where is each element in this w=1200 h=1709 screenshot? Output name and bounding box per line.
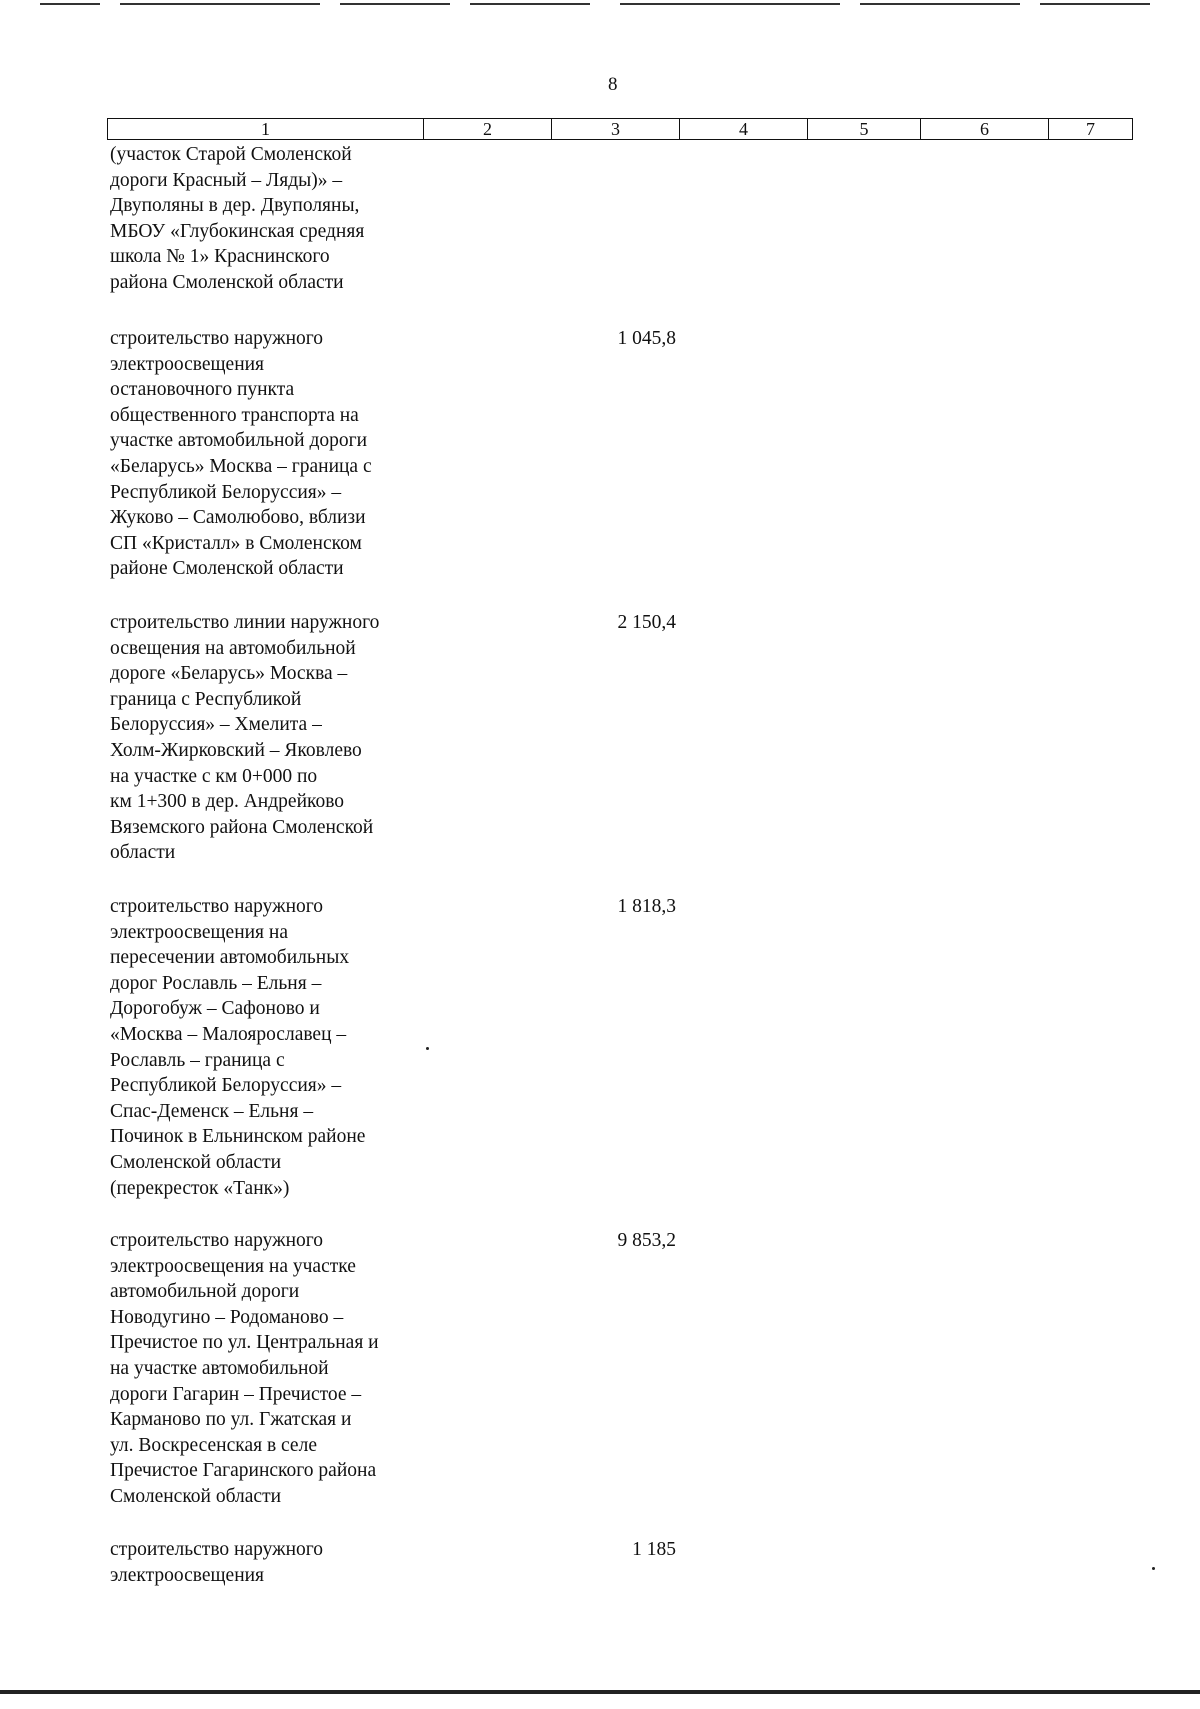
- entry-line: строительство наружного: [110, 328, 324, 349]
- entry-line: на участке автомобильной: [110, 1357, 329, 1379]
- entry-line: Смоленской области: [110, 1485, 282, 1507]
- entry-line: км 1+300 в дер. Андрейково: [110, 791, 345, 813]
- entry-line: Белоруссия» – Хмелита –: [110, 714, 322, 736]
- column-number-5: 5: [808, 119, 921, 140]
- entry-amount: 1 045,8: [617, 328, 676, 349]
- column-number-3: 3: [552, 119, 680, 140]
- scan-speck: [426, 1047, 429, 1050]
- entry-line: района Смоленской области: [110, 271, 344, 293]
- entry-description: [110, 610, 440, 866]
- entry-description: [110, 326, 440, 582]
- entry-line: дороге «Беларусь» Москва –: [110, 663, 348, 685]
- entry-description: [110, 1228, 440, 1510]
- column-number-2: 2: [424, 119, 552, 140]
- entry-line: дорог Рославль – Ельня –: [110, 972, 322, 994]
- entry-line: Жуково – Самолюбово, вблизи: [110, 507, 366, 529]
- entry-line: электроосвещения на: [110, 921, 288, 943]
- entry-line: СП «Кристалл» в Смоленском: [110, 532, 362, 554]
- scan-speck: [1152, 1567, 1155, 1570]
- entry-line: Рославль – граница с: [110, 1049, 285, 1071]
- entry-line: Пречистое по ул. Центральная и: [110, 1332, 379, 1354]
- entry-line: области: [110, 842, 176, 864]
- entry-line: участке автомобильной дороги: [110, 430, 368, 452]
- entry-line: строительство линии наружного: [110, 612, 380, 633]
- entry-amount: 1 185: [632, 1539, 676, 1560]
- entry-line: Холм-Жирковский – Яковлево: [110, 739, 362, 761]
- entry-line: Починок в Ельнинском районе: [110, 1126, 366, 1148]
- entry-description: [110, 142, 440, 296]
- entry-line: дороги Красный – Ляды)» –: [110, 169, 343, 191]
- entry-line: Новодугино – Родоманово –: [110, 1306, 344, 1328]
- scan-edge-bottom: [0, 1690, 1200, 1694]
- entry-line: дороги Гагарин – Пречистое –: [110, 1383, 362, 1405]
- scan-edge-top: [0, 0, 1200, 10]
- entry-line: электроосвещения на участке: [110, 1255, 356, 1277]
- entry-line: ул. Воскресенская в селе: [110, 1434, 317, 1456]
- entry-line: строительство наружного: [110, 1230, 324, 1251]
- entry-line: МБОУ «Глубокинская средняя: [110, 220, 365, 242]
- entry-line: «Беларусь» Москва – граница с: [110, 455, 372, 477]
- entry-line: Дорогобуж – Сафоново и: [110, 998, 320, 1020]
- entry-line: Смоленской области: [110, 1151, 282, 1173]
- entry-line: Пречистое Гагаринского района: [110, 1460, 377, 1482]
- entry-line: электроосвещения: [110, 1564, 265, 1586]
- column-number-6: 6: [921, 119, 1049, 140]
- column-number-1: 1: [108, 119, 424, 140]
- entry-line: школа № 1» Краснинского: [110, 246, 330, 268]
- page-number: 8: [608, 74, 618, 95]
- entry-line: Двуполяны в дер. Двуполяны,: [110, 195, 360, 217]
- entry-line: Республикой Белоруссия» –: [110, 481, 342, 503]
- entry-line: граница с Республикой: [110, 688, 302, 710]
- entry-line: строительство наружного: [110, 896, 324, 917]
- entry-line: на участке с км 0+000 по: [110, 765, 318, 787]
- entry-line: автомобильной дороги: [110, 1281, 300, 1303]
- entry-line: (перекресток «Танк»): [110, 1177, 290, 1199]
- entry-amount: 1 818,3: [617, 896, 676, 917]
- entry-line: остановочного пункта: [110, 379, 295, 401]
- column-number-4: 4: [680, 119, 808, 140]
- entry-line: «Москва – Малоярославец –: [110, 1023, 347, 1045]
- entry-line: (участок Старой Смоленской: [110, 144, 352, 165]
- entry-line: районе Смоленской области: [110, 558, 344, 580]
- entry-line: общественного транспорта на: [110, 404, 359, 426]
- entry-line: Карманово по ул. Гжатская и: [110, 1409, 352, 1431]
- entry-line: пересечении автомобильных: [110, 947, 350, 969]
- entry-description: [110, 1537, 440, 1588]
- entry-line: Спас-Деменск – Ельня –: [110, 1100, 314, 1122]
- table-column-header: [107, 118, 1133, 140]
- entry-amount: 2 150,4: [617, 612, 676, 633]
- column-number-7: 7: [1049, 119, 1133, 140]
- entry-line: освещения на автомобильной: [110, 637, 356, 659]
- entry-line: электроосвещения: [110, 353, 265, 375]
- entry-line: Вяземского района Смоленской: [110, 816, 374, 838]
- entry-description: [110, 894, 440, 1201]
- entry-line: Республикой Белоруссия» –: [110, 1075, 342, 1097]
- entry-line: строительство наружного: [110, 1539, 324, 1560]
- entry-amount: 9 853,2: [617, 1230, 676, 1251]
